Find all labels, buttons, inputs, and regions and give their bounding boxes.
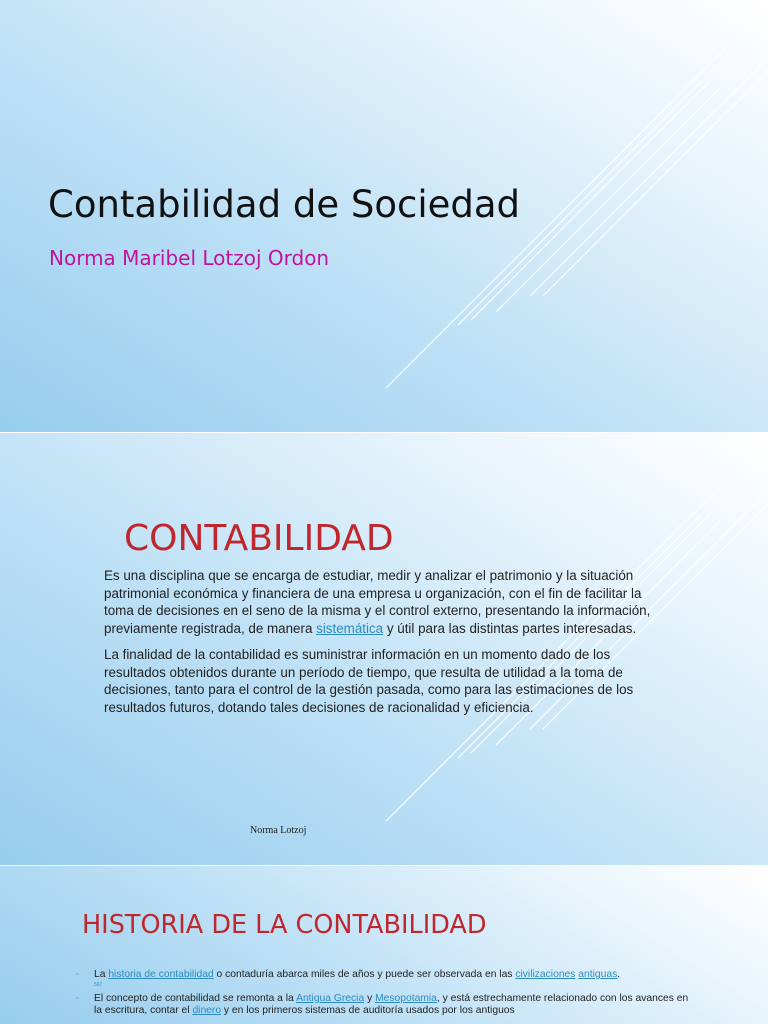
slide-title	[0, 0, 768, 432]
item-text: y en los primeros sistemas de auditoría usados por los antiguos	[221, 1005, 515, 1016]
section-title: CONTABILIDAD	[124, 518, 394, 559]
item-text: , y está estrechamente relacionado con los avances en la escritura, contar el	[94, 992, 689, 1016]
slide-contabilidad	[0, 433, 768, 865]
item-text: El concepto de contabilidad se remonta a la	[94, 992, 297, 1004]
presentation-title: Contabilidad de Sociedad	[48, 183, 521, 226]
list-item	[76, 969, 696, 988]
list-item	[76, 993, 696, 1018]
purpose-paragraph: La finalidad de la contabilidad es suministrar información en un momento dado de los resultados obtenidos durante un período de tiempo, que resulta de utilidad a la toma de decisiones, tanto para el control de la gestión pasada, como para las estimaciones de los resultados futuros, dotando tales decisiones de racionalidad y eficiencia.	[104, 647, 634, 715]
paragraph-text: y útil para las distintas partes interesadas.	[383, 620, 637, 636]
mesopotamia-link[interactable]: Mesopotamia	[375, 992, 437, 1004]
paragraph-text: Es una disciplina que se encarga de estudiar, medir y analizar el patrimonio y la situación patrimonial económica y financiera de una empresa u organización, con el fin de facilitar la toma de decisiones en el seno de la misma y el control externo, presentando la información, previamente registrada, de manera	[104, 568, 651, 636]
bullet-icon: ▫	[76, 971, 79, 978]
dinero-link[interactable]: dinero	[192, 1005, 222, 1016]
author-subtitle: Norma Maribel Lotzoj Ordon	[49, 246, 330, 270]
item-text: .	[617, 969, 621, 980]
item-text: o contaduría abarca miles de años y puede ser observada en las	[213, 969, 516, 980]
civilizaciones-link[interactable]: civilizaciones	[515, 969, 576, 980]
item-text: y	[364, 992, 376, 1004]
section-title: HISTORIA DE LA CONTABILIDAD	[82, 910, 487, 940]
antiguas-link[interactable]: antiguas	[578, 969, 618, 980]
item-text: La	[94, 969, 109, 980]
bullet-icon: ▫	[76, 994, 79, 1002]
reference-marks[interactable]: 567	[94, 981, 103, 988]
sistematica-link[interactable]: sistemática	[316, 620, 384, 636]
definition-body	[104, 567, 669, 725]
historia-contabilidad-link[interactable]: historia de contabilidad	[108, 969, 214, 980]
definition-paragraph	[104, 567, 669, 637]
antigua-grecia-link[interactable]: Antigua Grecia	[296, 992, 365, 1004]
slide-footer: Norma Lotzoj	[250, 825, 307, 836]
slide-historia	[0, 866, 768, 1024]
history-list	[76, 969, 696, 1023]
